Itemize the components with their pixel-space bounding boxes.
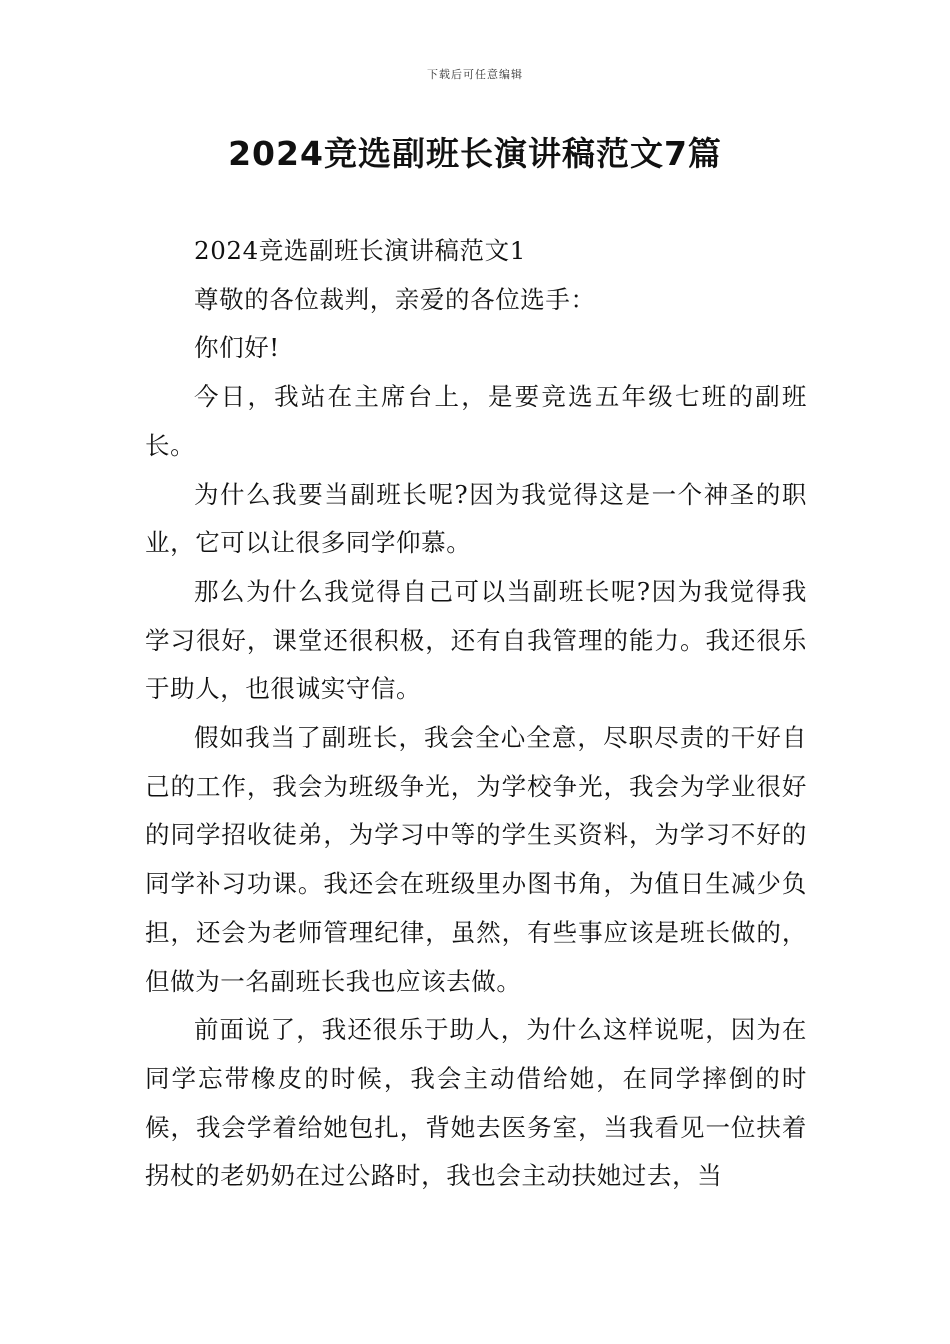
header-note: 下载后可任意编辑: [427, 68, 523, 81]
body-paragraph: 那么为什么我觉得自己可以当副班长呢?因为我觉得我学习很好，课堂还很积极，还有自我管理的能力。我还很乐于助人，也很诚实守信。: [145, 576, 807, 704]
subheading-paragraph: 2024竞选副班长演讲稿范文1: [194, 236, 526, 265]
body-paragraph: 今日，我站在主席台上，是要竞选五年级七班的副班长。: [145, 382, 807, 460]
document-body: [145, 227, 807, 1201]
greeting-paragraph: 你们好!: [194, 333, 280, 363]
body-paragraph: 假如我当了副班长，我会全心全意，尽职尽责的干好自己的工作，我会为班级争光，为学校争光，我会为学业很好的同学招收徒弟，为学习中等的学生买资料，为学习不好的同学补习功课。我还会在班级里办图书角，为值日生减少负担，还会为老师管理纪律，虽然，有些事应该是班长做的，但做为一名副班长我也应该去做。: [145, 723, 807, 996]
salutation-paragraph: 尊敬的各位裁判，亲爱的各位选手：: [194, 284, 596, 314]
document-title: 2024竞选副班长演讲稿范文7篇: [228, 134, 722, 173]
body-paragraph: 为什么我要当副班长呢?因为我觉得这是一个神圣的职业，它可以让很多同学仰慕。: [145, 479, 807, 558]
body-paragraph: 前面说了，我还很乐于助人，为什么这样说呢，因为在同学忘带橡皮的时候，我会主动借给她，在同学摔倒的时候，我会学着给她包扎，背她去医务室，当我看见一位扶着拐杖的老奶奶在过公路时，我也会主动扶她过去，当: [145, 1015, 807, 1191]
